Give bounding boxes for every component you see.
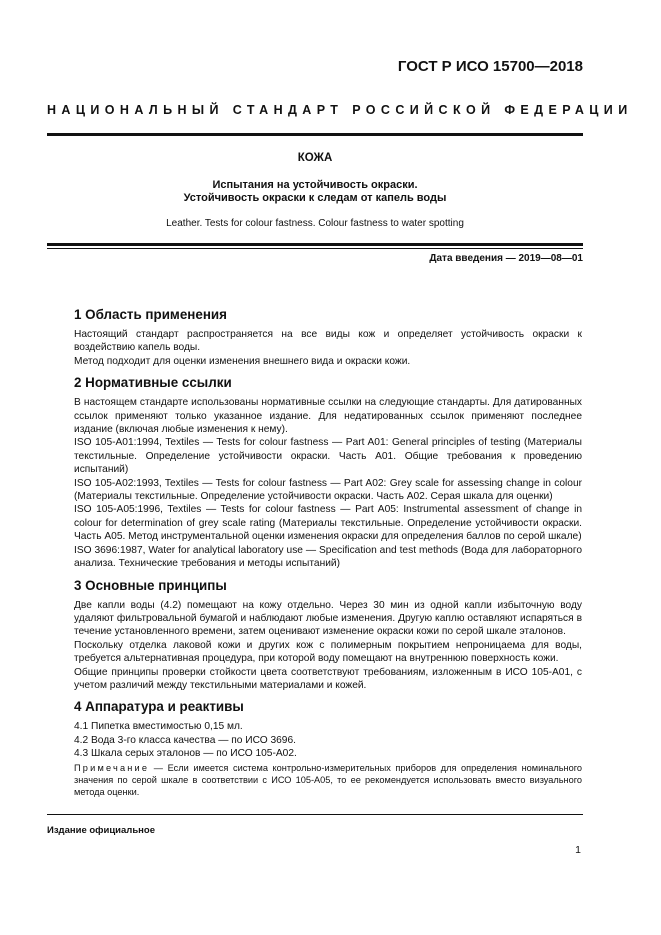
apparatus-item: 4.2 Вода 3-го класса качества — по ИСО 3696.: [74, 734, 296, 746]
section-1-paragraph: Метод подходит для оценки изменения внешнего вида и окраски кожи.: [74, 355, 411, 367]
title-rule-thin: [47, 248, 583, 249]
footer-rule: [47, 814, 583, 815]
top-rule: [47, 133, 583, 136]
section-3-paragraph: Две капли воды (4.2) помещают на кожу отдельно. Через 30 мин из одной капли избыточную воду удаляют фильтровальной бумагой и наблюдают любые изменения. Другую каплю оставляют испаряться в течение установленного времени, затем оценивают изменение окраски кожи по серой шкале эталонов.: [74, 599, 582, 638]
subtitle-line-2: Устойчивость окраски к следам от капель воды: [183, 192, 447, 204]
reference-item: ISO 3696:1987, Water for analytical laboratory use — Specification and test methods (Вода для лабораторного анализа. Технические требования и методы испытаний): [74, 544, 582, 570]
note-label: Примечание: [74, 762, 150, 773]
page-number: 1: [575, 844, 581, 856]
introduction-date: Дата введения — 2019—08—01: [429, 253, 583, 264]
section-1-paragraph: Настоящий стандарт распространяется на все виды кож и определяет устойчивость окраски к воздействию капель воды.: [74, 329, 582, 354]
section-3-paragraph: Общие принципы проверки стойкости цвета соответствуют требованиям, изложенным в ИСО 105-A01, с учетом различий между текстильными материалами и кожей.: [74, 666, 582, 691]
reference-item: ISO 105-A02:1993, Textiles — Tests for colour fastness — Part A02: Grey scale for assessing change in colour (Материалы текстильные. Определение устойчивости окраски. Часть A02. Серая шкала для оценки): [74, 477, 582, 503]
reference-item: ISO 105-A01:1994, Textiles — Tests for colour fastness — Part A01: General principles of testing (Материалы текстильные. Определение устойчивости окраски. Часть A01. Общие требования к проведению испытаний): [74, 437, 582, 476]
subtitle-line-1: Испытания на устойчивость окраски.: [212, 179, 418, 191]
section-3-heading: 3 Основные принципы: [74, 577, 227, 593]
document-code: ГОСТ Р ИСО 15700—2018: [397, 58, 583, 75]
section-1-heading: 1 Область применения: [74, 307, 227, 322]
edition-label: Издание официальное: [47, 825, 155, 836]
document-body: [74, 300, 582, 798]
section-3-paragraph: Поскольку отделка лаковой кожи и других кож с полимерным покрытием непроницаема для воды, требуется альтернативная процедура, при которой воду помещают на внутреннюю поверхность кожи.: [74, 639, 582, 665]
section-2-heading: 2 Нормативные ссылки: [74, 375, 232, 391]
apparatus-item: 4.1 Пипетка вместимостью 0,15 мл.: [74, 721, 243, 733]
national-standard-banner: НАЦИОНАЛЬНЫЙ СТАНДАРТ РОССИЙСКОЙ ФЕДЕРАЦИИ: [47, 103, 633, 117]
apparatus-item: 4.3 Шкала серых эталонов — по ИСО 105-A02.: [74, 748, 297, 760]
section-2-paragraph: В настоящем стандарте использованы нормативные ссылки на следующие стандарты. Для датированных ссылок применяют только указанное издание. Для недатированных ссылок применяют последнее издание (включая любые изменения к нему).: [74, 397, 582, 436]
title-rule-thick: [47, 243, 583, 246]
note: [74, 762, 582, 798]
section-4-heading: 4 Аппаратура и реактивы: [74, 699, 244, 715]
document-title: КОЖА: [297, 152, 333, 164]
reference-item: ISO 105-A05:1996, Textiles — Tests for colour fastness — Part A05: Instrumental assessment of change in colour for determination of grey scale rating (Материалы текстильные. Определение устойчивости окраски. Часть A05. Метод инструментальной оценки изменения окраски для определения баллов по серой шкале): [74, 504, 582, 543]
document-subtitle: [47, 179, 583, 205]
note-text: — Если имеется система контрольно-измерительных приборов для определения номинального значения по серой шкале в соответствии с ИСО 105-A05, то ее рекомендуется использовать вместо визуального метода оценки.: [74, 762, 582, 797]
english-title: Leather. Tests for colour fastness. Colour fastness to water spotting: [166, 218, 464, 229]
